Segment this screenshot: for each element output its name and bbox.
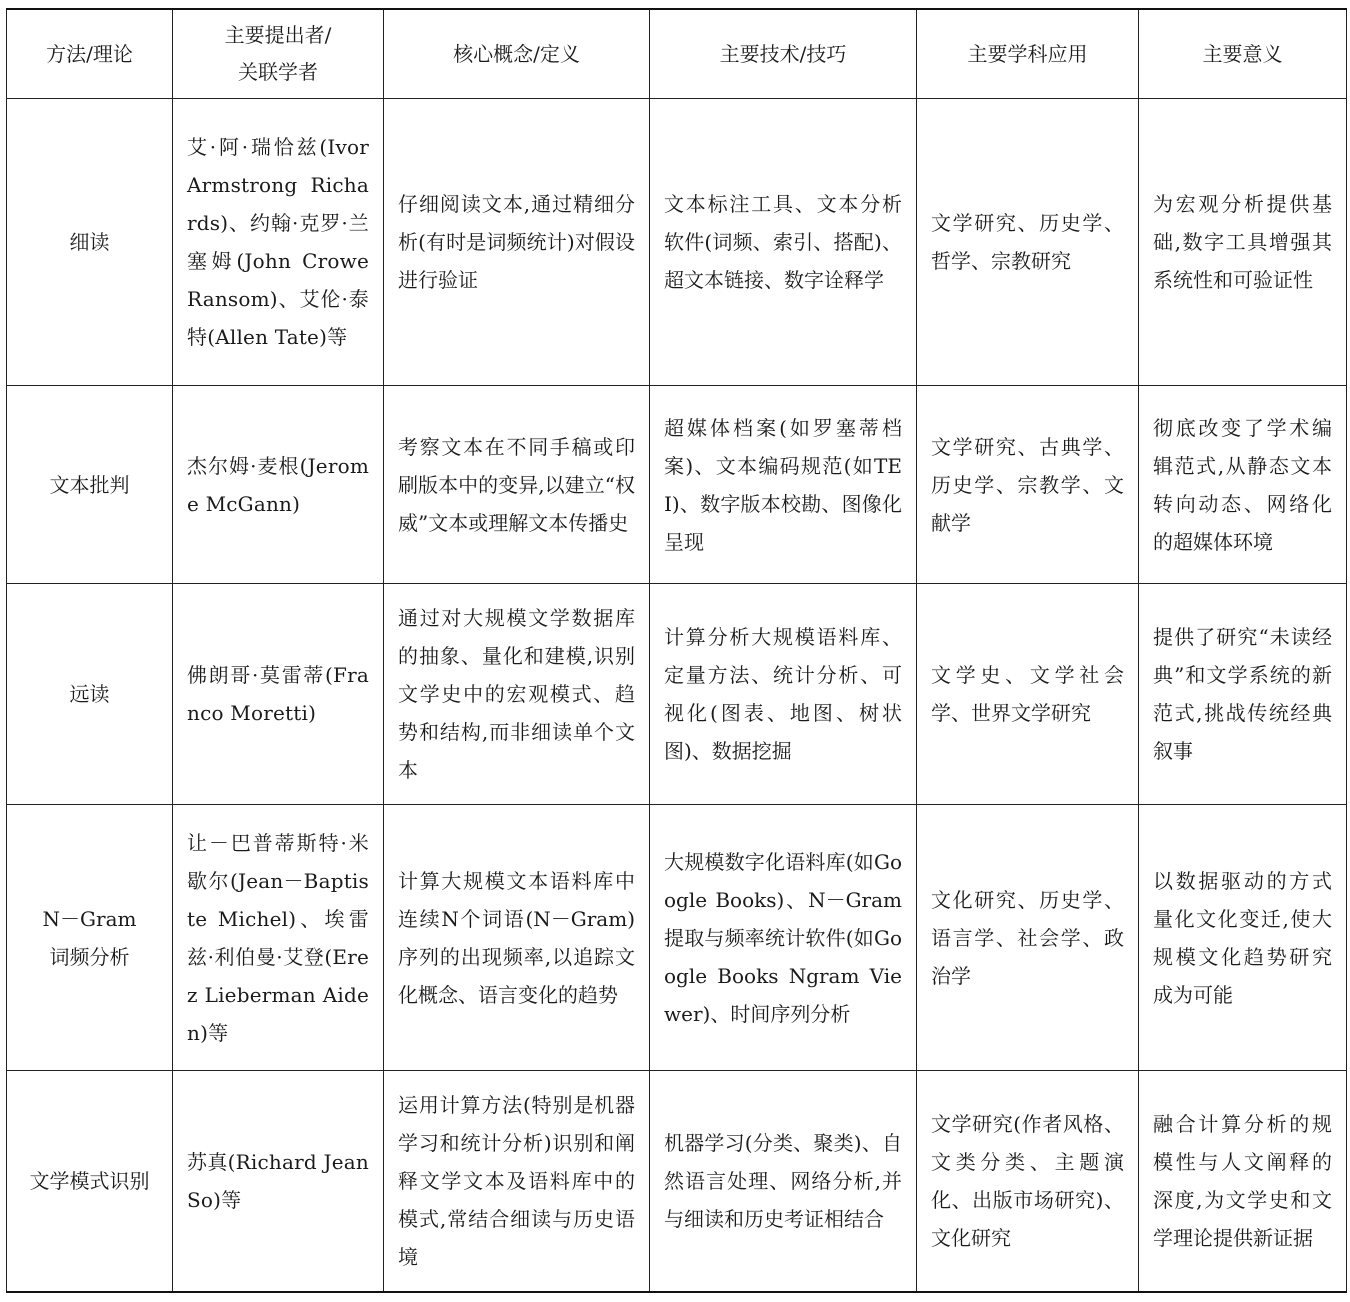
techniques-cell: 大规模数字化语料库(如Google Books)、N－Gram提取与频率统计软件(如Google Books Ngram Viewer)、时间序列分析 — [650, 805, 917, 1071]
significance-cell: 提供了研究“未读经典”和文学系统的新范式,挑战传统经典叙事 — [1139, 584, 1347, 805]
proposers-cell: 让－巴普蒂斯特·米歇尔(Jean－Baptiste Michel)、埃雷兹·利伯曼·艾登(Erez Lieberman Aiden)等 — [173, 805, 384, 1071]
header-row — [7, 9, 1347, 99]
techniques-cell: 超媒体档案(如罗塞蒂档案)、文本编码规范(如TEI)、数字版本校勘、图像化呈现 — [650, 386, 917, 584]
method-cell: 文学模式识别 — [7, 1071, 173, 1293]
method-cell: N－Gram 词频分析 — [7, 805, 173, 1071]
concept-cell: 运用计算方法(特别是机器学习和统计分析)识别和阐释文学文本及语料库中的模式,常结合细读与历史语境 — [384, 1071, 650, 1293]
techniques-cell: 机器学习(分类、聚类)、自然语言处理、网络分析,并与细读和历史考证相结合 — [650, 1071, 917, 1293]
header-significance: 主要意义 — [1139, 9, 1347, 99]
significance-cell: 为宏观分析提供基础,数字工具增强其系统性和可验证性 — [1139, 99, 1347, 386]
table-row — [7, 1071, 1347, 1293]
concept-cell: 通过对大规模文学数据库的抽象、量化和建模,识别文学史中的宏观模式、趋势和结构,而非细读单个文本 — [384, 584, 650, 805]
significance-cell: 融合计算分析的规模性与人文阐释的深度,为文学史和文学理论提供新证据 — [1139, 1071, 1347, 1293]
header-concept: 核心概念/定义 — [384, 9, 650, 99]
method-cell: 细读 — [7, 99, 173, 386]
method-cell: 文本批判 — [7, 386, 173, 584]
disciplines-cell: 文学研究、历史学、哲学、宗教研究 — [917, 99, 1139, 386]
methods-table — [6, 8, 1347, 1293]
methods-table-container — [6, 8, 1346, 1293]
method-cell: 远读 — [7, 584, 173, 805]
techniques-cell: 计算分析大规模语料库、定量方法、统计分析、可视化(图表、地图、树状图)、数据挖掘 — [650, 584, 917, 805]
disciplines-cell: 文学史、文学社会学、世界文学研究 — [917, 584, 1139, 805]
table-row — [7, 584, 1347, 805]
proposers-cell: 杰尔姆·麦根(Jerome McGann) — [173, 386, 384, 584]
concept-cell: 仔细阅读文本,通过精细分析(有时是词频统计)对假设进行验证 — [384, 99, 650, 386]
table-body — [7, 99, 1347, 1293]
header-disciplines: 主要学科应用 — [917, 9, 1139, 99]
header-techniques: 主要技术/技巧 — [650, 9, 917, 99]
header-proposers: 主要提出者/ 关联学者 — [173, 9, 384, 99]
disciplines-cell: 文化研究、历史学、语言学、社会学、政治学 — [917, 805, 1139, 1071]
header-method: 方法/理论 — [7, 9, 173, 99]
table-row — [7, 386, 1347, 584]
concept-cell: 考察文本在不同手稿或印刷版本中的变异,以建立“权威”文本或理解文本传播史 — [384, 386, 650, 584]
significance-cell: 彻底改变了学术编辑范式,从静态文本转向动态、网络化的超媒体环境 — [1139, 386, 1347, 584]
significance-cell: 以数据驱动的方式量化文化变迁,使大规模文化趋势研究成为可能 — [1139, 805, 1347, 1071]
disciplines-cell: 文学研究、古典学、历史学、宗教学、文献学 — [917, 386, 1139, 584]
disciplines-cell: 文学研究(作者风格、文类分类、主题演化、出版市场研究)、文化研究 — [917, 1071, 1139, 1293]
table-header — [7, 9, 1347, 99]
proposers-cell: 艾·阿·瑞恰兹(Ivor Armstrong Richards)、约翰·克罗·兰塞姆(John Crowe Ransom)、艾伦·泰特(Allen Tate)等 — [173, 99, 384, 386]
proposers-cell: 苏真(Richard Jean So)等 — [173, 1071, 384, 1293]
concept-cell: 计算大规模文本语料库中连续N个词语(N－Gram)序列的出现频率,以追踪文化概念、语言变化的趋势 — [384, 805, 650, 1071]
table-row — [7, 99, 1347, 386]
table-row — [7, 805, 1347, 1071]
proposers-cell: 佛朗哥·莫雷蒂(Franco Moretti) — [173, 584, 384, 805]
techniques-cell: 文本标注工具、文本分析软件(词频、索引、搭配)、超文本链接、数字诠释学 — [650, 99, 917, 386]
